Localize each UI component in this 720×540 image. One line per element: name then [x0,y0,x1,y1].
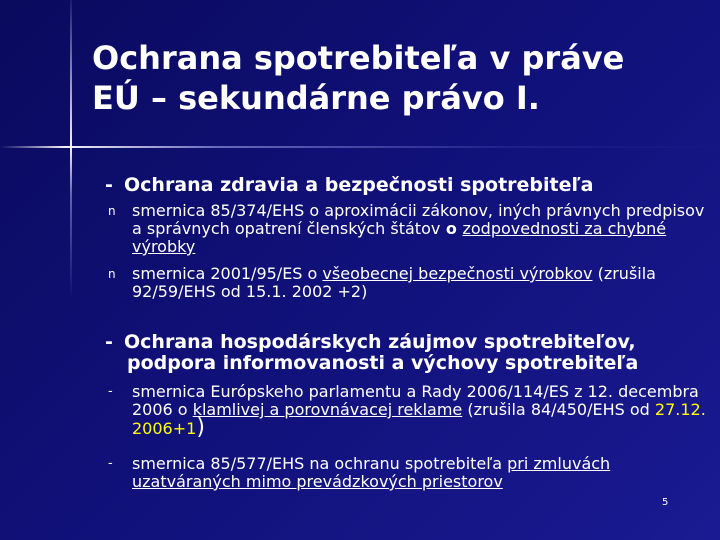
dash-marker: - [108,456,113,471]
section-economic-interests [105,332,705,374]
decorative-horizontal-line [0,146,720,148]
underlined-term: zodpovednosti za chybné výrobky [132,219,667,256]
page-number: 5 [662,497,669,508]
list-item-directive-85-577 [108,455,710,491]
item-text: smernica Európskeho parlamentu a Rady 2006/114/ES z 12. decembra 2006 o klamlivej a porovnávacej reklame (zrušila 84/450/EHS od 27.12. 2006+1) [132,382,706,440]
list-item-directive-85-374 [108,202,710,256]
underlined-term: všeobecnej bezpečnosti výrobkov [322,264,593,283]
section-heading: Ochrana zdravia a bezpečnosti spotrebiteľa [124,174,594,196]
item-text: smernica 85/577/EHS na ochranu spotrebiteľa pri zmluvách uzatváraných mimo prevádzkových priestorov [132,454,611,491]
item-text: smernica 2001/95/ES o všeobecnej bezpečnosti výrobkov (zrušila 92/59/EHS od 15.1. 2002 +2) [132,264,656,301]
underlined-term: klamlivej a porovnávacej reklame [192,400,463,419]
section-heading: Ochrana hospodárskych záujmov spotrebiteľov, podpora informovanosti a výchovy spotrebiteľa [124,331,639,374]
list-item-directive-2001-95 [108,265,710,301]
title-line-2: EÚ – sekundárne právo I. [92,79,540,117]
title-line-1: Ochrana spotrebiteľa v práve [92,39,625,77]
list-item-directive-2006-114 [108,383,710,438]
section-health-safety [105,175,705,196]
bullet-marker: n [108,204,116,218]
item-text: smernica 85/374/EHS o aproximácii zákonov, iných právnych predpisov a správnych opatrení členských štátov o zodpovednosti za chybné výrobky [132,201,705,256]
section-dash: - [105,331,113,353]
slide-title [92,38,692,118]
decorative-vertical-line [70,0,72,300]
highlighted-date: 27.12. 2006+1 [132,400,706,438]
bullet-marker: n [108,267,116,281]
underlined-term: pri zmluvách uzatváraných mimo prevádzkových priestorov [132,454,611,491]
section-dash: - [105,174,113,196]
dash-marker: - [108,384,113,399]
